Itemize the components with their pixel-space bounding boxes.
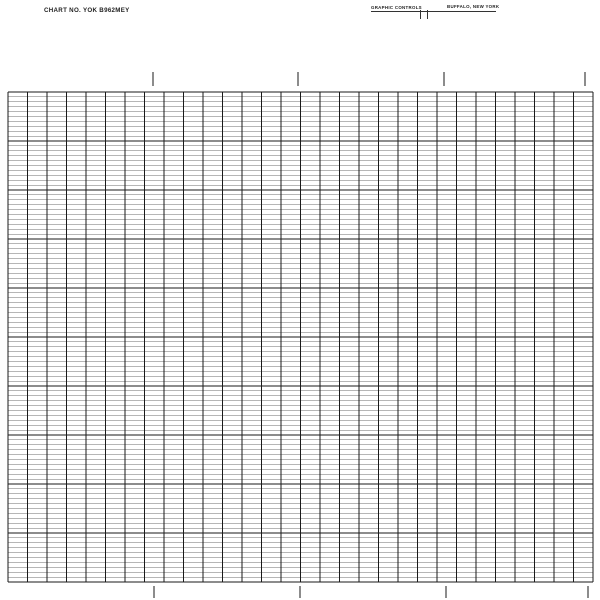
manufacturer-label: GRAPHIC CONTROLS bbox=[371, 5, 422, 10]
chart-number-label: CHART NO. YOK B962MEY bbox=[44, 7, 130, 14]
location-label: BUFFALO, NEW YORK bbox=[447, 4, 500, 9]
